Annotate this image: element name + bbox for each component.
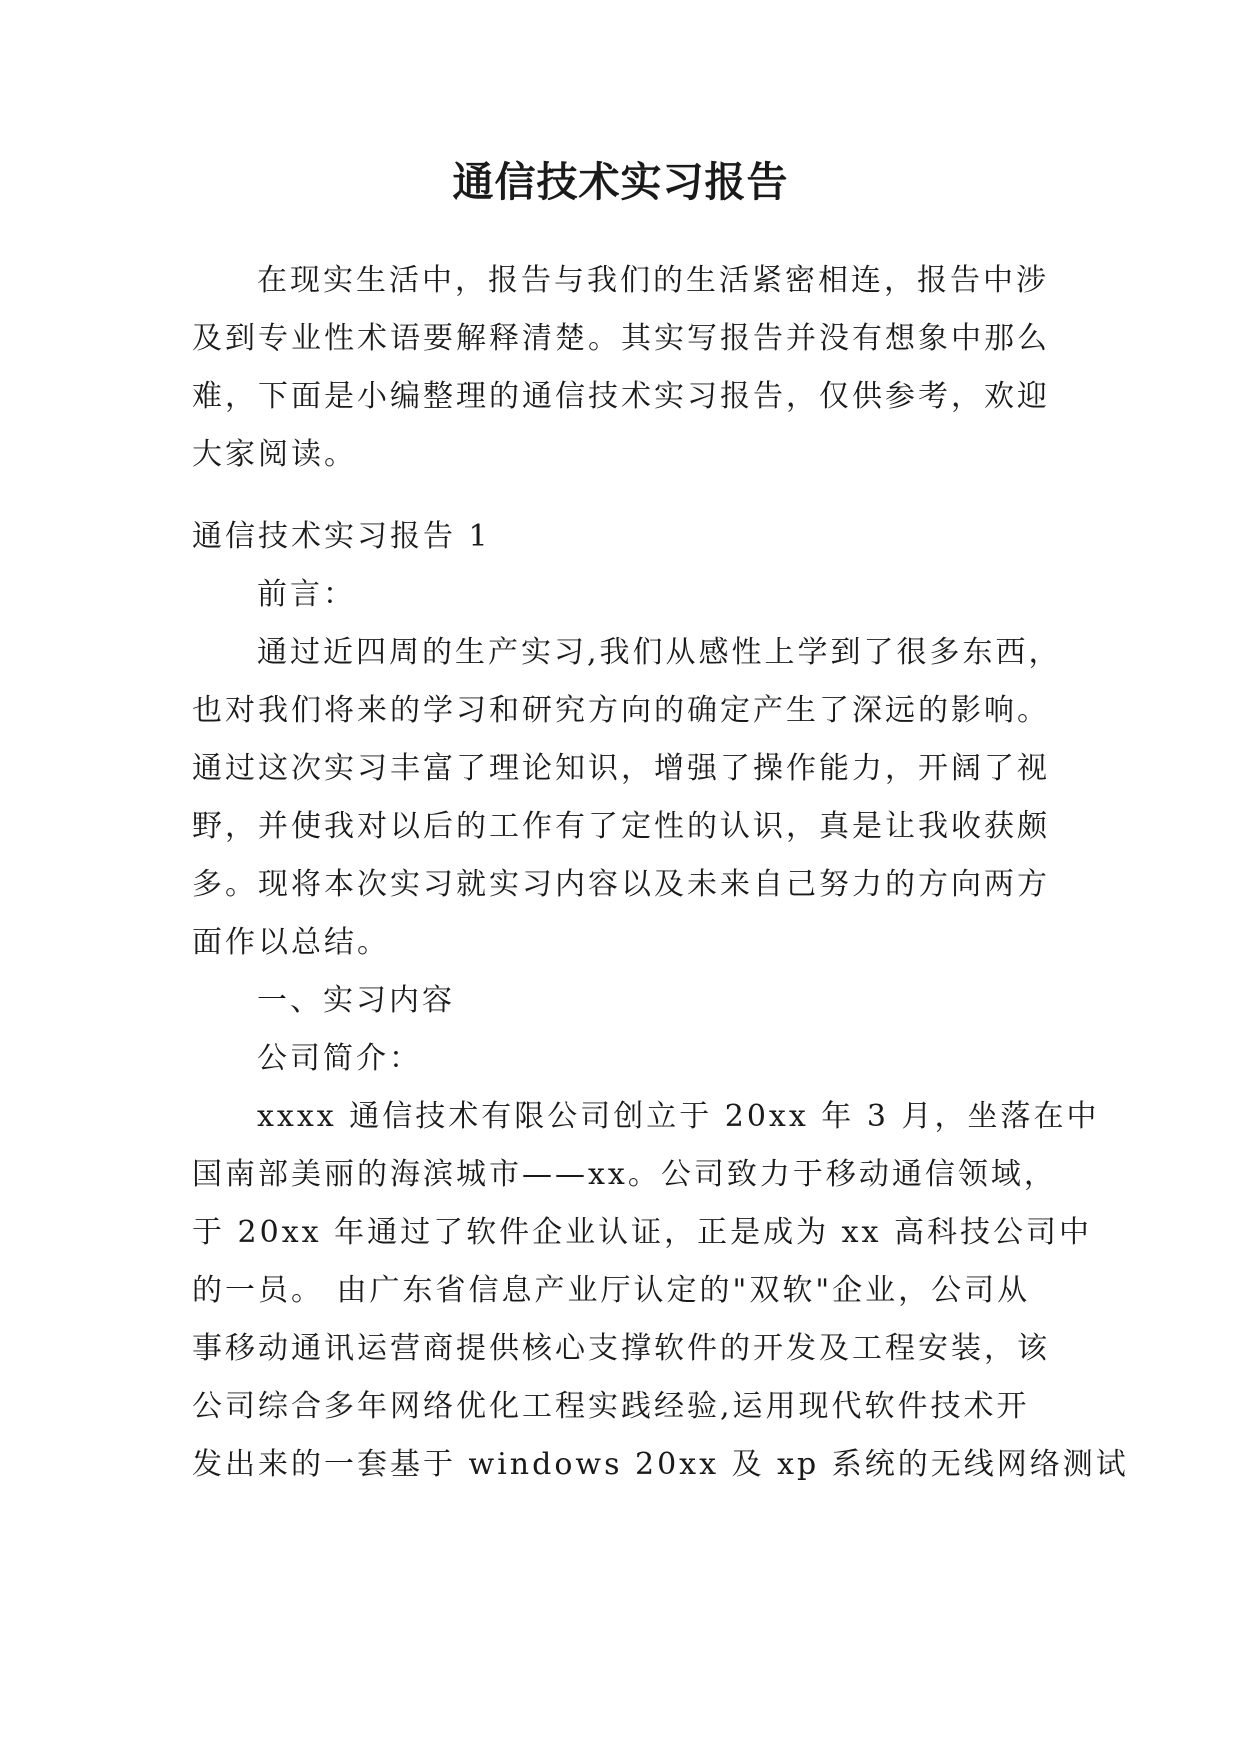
- company-paragraph: [192, 1088, 1129, 1494]
- company-line: 发出来的一套基于 windows 20xx 及 xp 系统的无线网络测试: [192, 1447, 1129, 1482]
- company-line: 国南部美丽的海滨城市——xx。公司致力于移动通信领域，: [192, 1157, 1057, 1192]
- company-line: 的一员。 由广东省信息产业厅认定的"双软"企业，公司从: [192, 1273, 1031, 1308]
- company-label: 公司简介：: [257, 1041, 422, 1076]
- preface-paragraph: [192, 624, 1067, 972]
- preface-line: 通过这次实习丰富了理论知识，增强了操作能力，开阔了视: [192, 751, 1050, 786]
- intro-line: 大家阅读。: [192, 437, 357, 472]
- document-title: 通信技术实习报告: [452, 158, 789, 206]
- intro-line: 及到专业性术语要解释清楚。其实写报告并没有想象中那么: [192, 321, 1050, 356]
- intro-paragraph: [192, 252, 1067, 484]
- intro-line: 难，下面是小编整理的通信技术实习报告，仅供参考，欢迎: [192, 379, 1050, 414]
- preface-line: 多。现将本次实习就实习内容以及未来自己努力的方向两方: [192, 867, 1050, 902]
- section-heading: 通信技术实习报告 1: [192, 519, 491, 554]
- preface-line: 面作以总结。: [192, 925, 390, 960]
- preface-line: 野，并使我对以后的工作有了定性的认识，真是让我收获颇: [192, 809, 1050, 844]
- intro-line: 在现实生活中，报告与我们的生活紧密相连，报告中涉: [257, 263, 1049, 298]
- preface-line: 通过近四周的生产实习,我们从感性上学到了很多东西，: [257, 635, 1062, 670]
- preface-label: 前言：: [257, 577, 356, 612]
- company-line: xxxx 通信技术有限公司创立于 20xx 年 3 月，坐落在中: [257, 1099, 1100, 1134]
- company-line: 公司综合多年网络优化工程实践经验,运用现代软件技术开: [192, 1389, 1030, 1424]
- preface-line: 也对我们将来的学习和研究方向的确定产生了深远的影响。: [192, 693, 1050, 728]
- part-one-heading: 一、实习内容: [257, 983, 455, 1018]
- company-line: 于 20xx 年通过了软件企业认证，正是成为 xx 高科技公司中: [192, 1215, 1092, 1250]
- company-line: 事移动通讯运营商提供核心支撑软件的开发及工程安装，该: [192, 1331, 1050, 1366]
